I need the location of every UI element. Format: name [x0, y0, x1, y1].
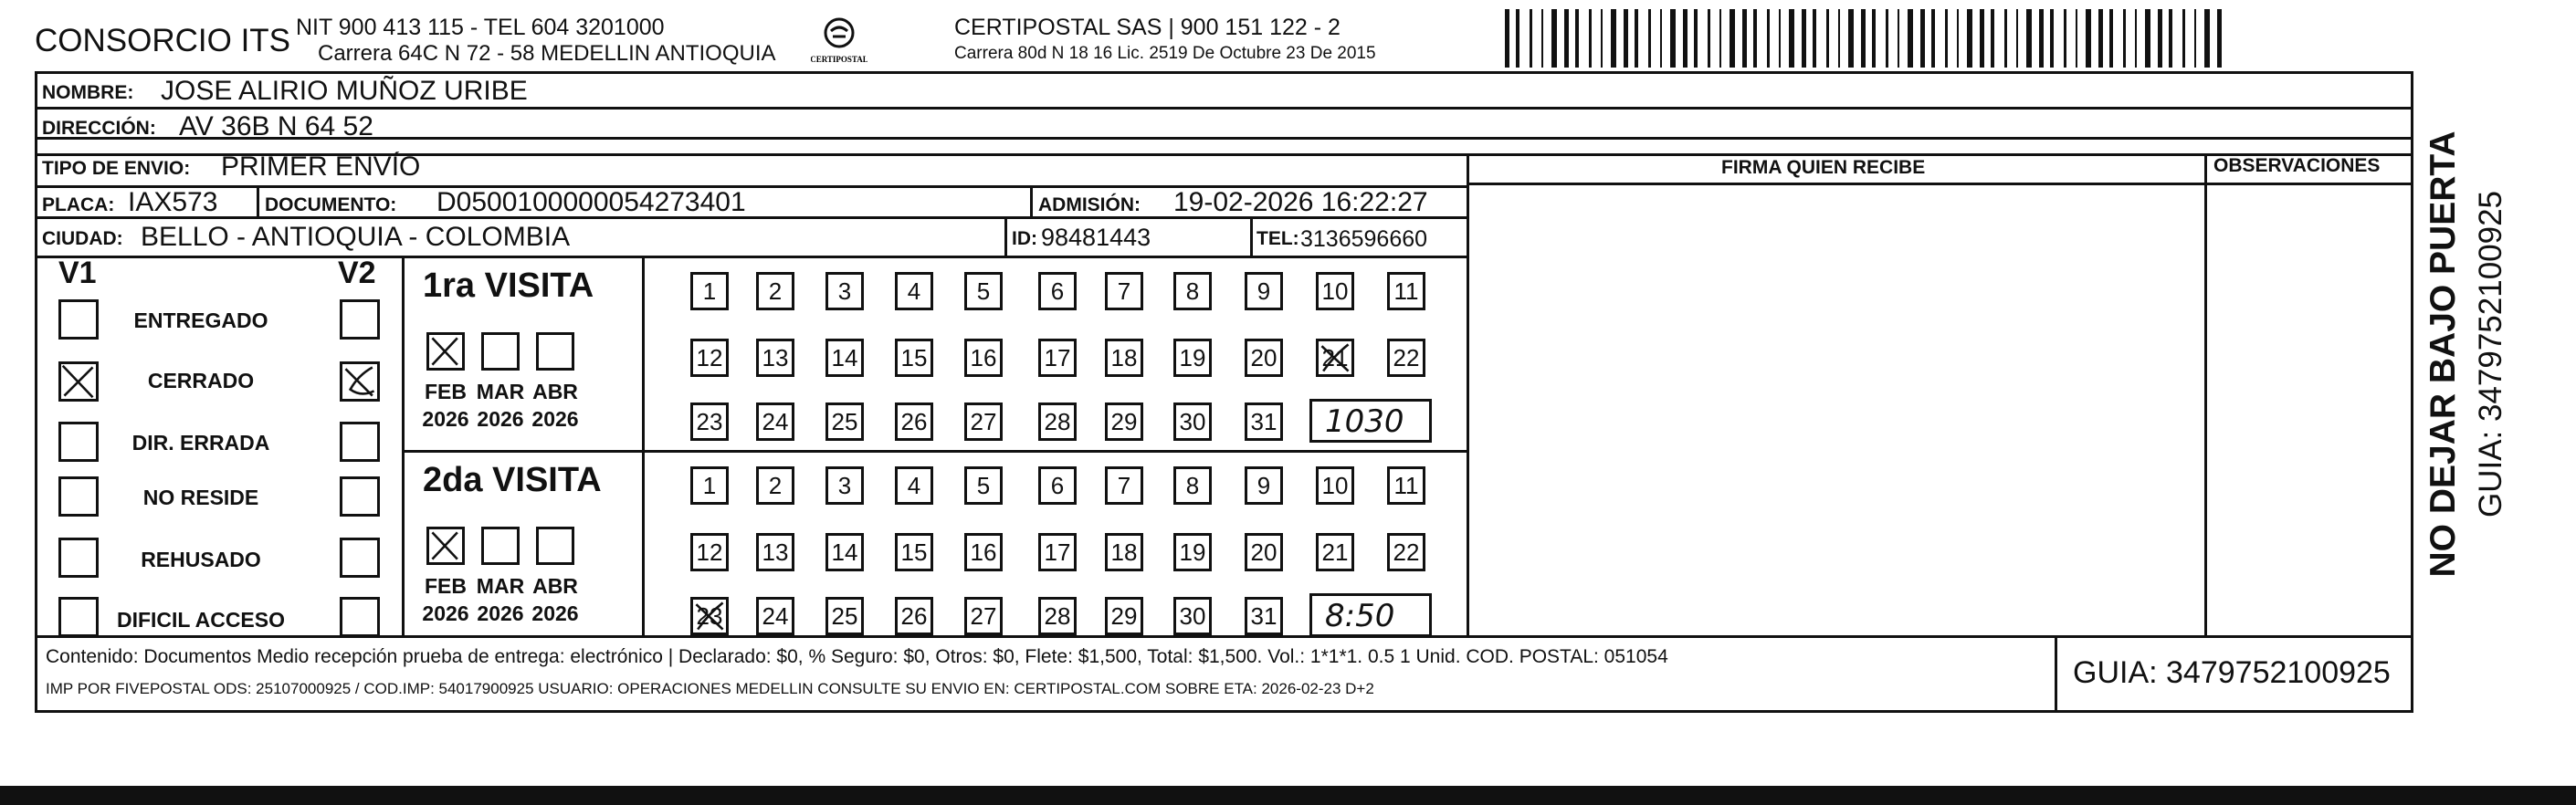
day-number: 28: [1044, 601, 1071, 630]
day-number: 14: [831, 538, 858, 566]
signature-area: [1469, 185, 2204, 635]
day-number: 4: [907, 471, 921, 499]
status-v1-checkbox[interactable]: [58, 361, 99, 402]
day-number: 10: [1321, 277, 1349, 305]
day-box[interactable]: [1245, 466, 1283, 505]
month-year: 2026: [531, 601, 579, 625]
day-number: 5: [976, 471, 991, 499]
day-number: 1: [702, 471, 717, 499]
day-number: 19: [1179, 538, 1206, 566]
day-box[interactable]: [1387, 533, 1425, 571]
tipo-envio-value: PRIMER ENVÍO: [221, 152, 421, 182]
day-box[interactable]: [1173, 466, 1212, 505]
barcode: [1505, 9, 2230, 68]
day-box[interactable]: [964, 466, 1003, 505]
day-number: 27: [970, 601, 997, 630]
day-number: 20: [1250, 343, 1277, 371]
status-v2-checkbox[interactable]: [340, 476, 380, 517]
month-name: MAR: [476, 574, 525, 598]
tipo-envio-label: TIPO DE ENVIO:: [42, 158, 191, 179]
day-box[interactable]: [1038, 402, 1077, 441]
day-box[interactable]: [756, 533, 794, 571]
day-box[interactable]: [756, 597, 794, 635]
v2-label: V2: [338, 256, 376, 290]
day-box[interactable]: [1038, 466, 1077, 505]
day-box[interactable]: [1173, 533, 1212, 571]
day-number: 20: [1250, 538, 1277, 566]
day-number: 22: [1393, 343, 1420, 371]
month-name: FEB: [425, 380, 467, 403]
footer-imp: IMP POR FIVEPOSTAL ODS: 25107000925 / COD.IMP: 54017900925 USUARIO: OPERACIONES MEDELLIN CONSULTE SU ENVIO EN: CERTIPOSTAL.COM SOBRE ETA: 2026-02-23 D+2: [46, 680, 1374, 697]
handwritten-time: 8:50: [1325, 598, 1395, 634]
day-number: 15: [900, 343, 928, 371]
day-box[interactable]: [895, 339, 933, 377]
day-box[interactable]: [964, 339, 1003, 377]
day-number: 7: [1117, 277, 1131, 305]
carrier-line: CERTIPOSTAL SAS | 900 151 122 - 2: [954, 15, 1341, 40]
day-box[interactable]: [1038, 272, 1077, 310]
time-box[interactable]: [1309, 399, 1432, 443]
company-name: CONSORCIO ITS: [35, 23, 291, 58]
day-number: 30: [1179, 601, 1206, 630]
status-label: NO RESIDE: [142, 486, 259, 509]
documento-label: DOCUMENTO:: [265, 194, 397, 215]
day-box[interactable]: [1105, 402, 1143, 441]
day-number: 24: [762, 601, 789, 630]
day-box[interactable]: [964, 533, 1003, 571]
month-name: ABR: [532, 380, 578, 403]
day-number: 4: [907, 277, 921, 305]
day-number: 30: [1179, 407, 1206, 435]
day-number: 9: [1256, 277, 1271, 305]
day-box[interactable]: [964, 597, 1003, 635]
visit-title: 1ra VISITA: [423, 267, 594, 305]
company-address: Carrera 64C N 72 - 58 MEDELLIN ANTIOQUIA: [318, 41, 776, 66]
day-box[interactable]: [1245, 533, 1283, 571]
day-box[interactable]: [1105, 533, 1143, 571]
id-label: ID:: [1012, 228, 1037, 249]
day-number: 12: [696, 343, 723, 371]
ciudad-value: BELLO - ANTIOQUIA - COLOMBIA: [141, 222, 571, 252]
month-checkbox[interactable]: [536, 527, 574, 565]
footer-guia-box: GUIA: 3479752100925: [2073, 655, 2391, 690]
day-number: 11: [1393, 471, 1419, 499]
tel-value: 3136596660: [1300, 226, 1428, 252]
day-box[interactable]: [1105, 272, 1143, 310]
day-box[interactable]: [825, 466, 864, 505]
day-number: 16: [970, 343, 997, 371]
v1-label: V1: [58, 256, 97, 290]
day-box[interactable]: [895, 533, 933, 571]
day-number: 6: [1050, 471, 1065, 499]
day-number: 31: [1250, 407, 1277, 435]
day-box[interactable]: [1105, 339, 1143, 377]
day-box[interactable]: [1038, 597, 1077, 635]
no-dejar-bajo-puerta: NO DEJAR BAJO PUERTA: [2424, 131, 2463, 578]
status-v2-checkbox[interactable]: [340, 361, 380, 402]
status-label: DIR. ERRADA: [131, 431, 270, 455]
day-box[interactable]: [825, 533, 864, 571]
day-number: 23: [696, 407, 723, 435]
license-line: Carrera 80d N 18 16 Lic. 2519 De Octubre 23 De 2015: [954, 44, 1376, 63]
day-number: 5: [976, 277, 991, 305]
month-name: MAR: [476, 380, 525, 403]
month-checkbox[interactable]: [536, 332, 574, 371]
day-box[interactable]: [1105, 597, 1143, 635]
day-box[interactable]: [1316, 466, 1354, 505]
day-number: 29: [1110, 601, 1138, 630]
day-box[interactable]: [1173, 339, 1212, 377]
day-box[interactable]: [1173, 272, 1212, 310]
status-v2-checkbox[interactable]: [340, 538, 380, 578]
month-year: 2026: [531, 407, 579, 431]
day-box[interactable]: [825, 597, 864, 635]
day-box[interactable]: [1387, 339, 1425, 377]
day-box[interactable]: [1316, 533, 1354, 571]
day-number: 1: [702, 277, 717, 305]
status-v1-checkbox[interactable]: [58, 597, 99, 637]
day-box[interactable]: [756, 466, 794, 505]
day-number: 9: [1256, 471, 1271, 499]
day-box[interactable]: [1245, 402, 1283, 441]
day-number: 12: [696, 538, 723, 566]
nit-line: NIT 900 413 115 - TEL 604 3201000: [296, 15, 665, 40]
day-box[interactable]: [1105, 466, 1143, 505]
day-number: 29: [1110, 407, 1138, 435]
observaciones-area: [2207, 185, 2413, 635]
day-box[interactable]: [1316, 339, 1354, 377]
day-box[interactable]: [1316, 272, 1354, 310]
day-number: 6: [1050, 277, 1065, 305]
day-cross-mark: [1319, 341, 1351, 374]
month-checkbox[interactable]: [426, 527, 465, 565]
day-box[interactable]: [895, 402, 933, 441]
nombre-value: JOSE ALIRIO MUÑOZ URIBE: [161, 76, 528, 106]
day-number: 31: [1250, 601, 1277, 630]
day-number: 13: [762, 343, 789, 371]
day-box[interactable]: [690, 272, 729, 310]
handwritten-time: 1030: [1325, 403, 1404, 440]
status-label: ENTREGADO: [133, 308, 268, 332]
day-box[interactable]: [690, 533, 729, 571]
direccion-value: AV 36B N 64 52: [179, 111, 373, 141]
month-name: ABR: [532, 574, 578, 598]
day-number: 28: [1044, 407, 1071, 435]
month-year: 2026: [422, 601, 469, 625]
day-box[interactable]: [895, 272, 933, 310]
month-checkbox[interactable]: [426, 332, 465, 371]
footer-contenido: Contenido: Documentos Medio recepción prueba de entrega: electrónico | Declarado: $0, % Seguro: $0, Otros: $0, Flete: $1,500, Total: $1,500. Vol.: 1*1*1. 0.5 1 Unid. COD. POSTAL: 051054: [46, 646, 1668, 667]
day-box[interactable]: [1038, 533, 1077, 571]
day-number: 13: [762, 538, 789, 566]
day-number: 25: [831, 407, 858, 435]
status-v1-checkbox[interactable]: [58, 538, 99, 578]
day-number: 23: [696, 601, 723, 630]
day-box[interactable]: [690, 466, 729, 505]
day-number: 3: [837, 471, 852, 499]
month-year: 2026: [477, 407, 524, 431]
month-year: 2026: [477, 601, 524, 625]
day-number: 7: [1117, 471, 1131, 499]
status-v2-checkbox[interactable]: [340, 299, 380, 340]
day-box[interactable]: [825, 402, 864, 441]
day-box[interactable]: [825, 272, 864, 310]
month-name: FEB: [425, 574, 467, 598]
visit-title: 2da VISITA: [423, 461, 602, 499]
day-number: 11: [1393, 277, 1419, 305]
bottom-border: [0, 786, 2576, 805]
day-cross-mark: [693, 600, 726, 632]
day-number: 22: [1393, 538, 1420, 566]
day-box[interactable]: [690, 402, 729, 441]
side-guia: GUIA: 3479752100925: [2473, 190, 2508, 518]
day-box[interactable]: [1387, 272, 1425, 310]
admision-value: 19-02-2026 16:22:27: [1173, 187, 1428, 217]
day-box[interactable]: [1173, 402, 1212, 441]
placa-value: IAX573: [128, 187, 218, 217]
status-label: REHUSADO: [141, 548, 261, 571]
day-box[interactable]: [895, 466, 933, 505]
day-number: 2: [768, 471, 783, 499]
day-number: 25: [831, 601, 858, 630]
day-box[interactable]: [690, 597, 729, 635]
day-number: 19: [1179, 343, 1206, 371]
id-value: 98481443: [1041, 224, 1151, 251]
day-number: 21: [1321, 538, 1349, 566]
day-number: 24: [762, 407, 789, 435]
month-checkbox[interactable]: [481, 527, 520, 565]
day-box[interactable]: [756, 339, 794, 377]
day-box[interactable]: [895, 597, 933, 635]
day-box[interactable]: [1038, 339, 1077, 377]
day-box[interactable]: [1245, 272, 1283, 310]
day-box[interactable]: [1245, 597, 1283, 635]
observaciones-label: OBSERVACIONES: [2213, 155, 2381, 176]
day-number: 26: [900, 407, 928, 435]
tel-label: TEL:: [1256, 228, 1299, 249]
day-box[interactable]: [756, 402, 794, 441]
month-checkbox[interactable]: [481, 332, 520, 371]
day-number: 26: [900, 601, 928, 630]
day-box[interactable]: [964, 272, 1003, 310]
firma-label: FIRMA QUIEN RECIBE: [1721, 157, 1926, 178]
day-box[interactable]: [756, 272, 794, 310]
day-number: 18: [1110, 538, 1138, 566]
status-v1-checkbox[interactable]: [58, 422, 99, 462]
time-box[interactable]: [1309, 593, 1432, 637]
day-number: 14: [831, 343, 858, 371]
placa-label: PLACA:: [42, 194, 115, 215]
status-v2-checkbox[interactable]: [340, 597, 380, 637]
day-number: 3: [837, 277, 852, 305]
day-number: 17: [1044, 538, 1071, 566]
day-number: 2: [768, 277, 783, 305]
day-box[interactable]: [964, 402, 1003, 441]
status-v1-checkbox[interactable]: [58, 476, 99, 517]
day-box[interactable]: [1387, 466, 1425, 505]
day-number: 8: [1185, 277, 1200, 305]
day-box[interactable]: [1173, 597, 1212, 635]
day-box[interactable]: [825, 339, 864, 377]
status-v2-checkbox[interactable]: [340, 422, 380, 462]
admision-label: ADMISIÓN:: [1038, 194, 1141, 215]
status-label: CERRADO: [147, 369, 255, 392]
day-number: 18: [1110, 343, 1138, 371]
day-number: 15: [900, 538, 928, 566]
day-number: 16: [970, 538, 997, 566]
documento-value: D0500100000054273401: [436, 187, 746, 217]
svg-text:CERTIPOSTAL: CERTIPOSTAL: [811, 55, 867, 64]
status-v1-checkbox[interactable]: [58, 299, 99, 340]
certipostal-logo: [811, 13, 867, 68]
month-year: 2026: [422, 407, 469, 431]
day-number: 17: [1044, 343, 1071, 371]
day-number: 21: [1321, 343, 1349, 371]
nombre-label: NOMBRE:: [42, 82, 134, 103]
day-box[interactable]: [1245, 339, 1283, 377]
status-label: DIFICIL ACCESO: [116, 608, 285, 632]
ciudad-label: CIUDAD:: [42, 228, 123, 249]
day-number: 27: [970, 407, 997, 435]
direccion-label: DIRECCIÓN:: [42, 118, 156, 139]
day-box[interactable]: [690, 339, 729, 377]
day-number: 10: [1321, 471, 1349, 499]
day-number: 8: [1185, 471, 1200, 499]
